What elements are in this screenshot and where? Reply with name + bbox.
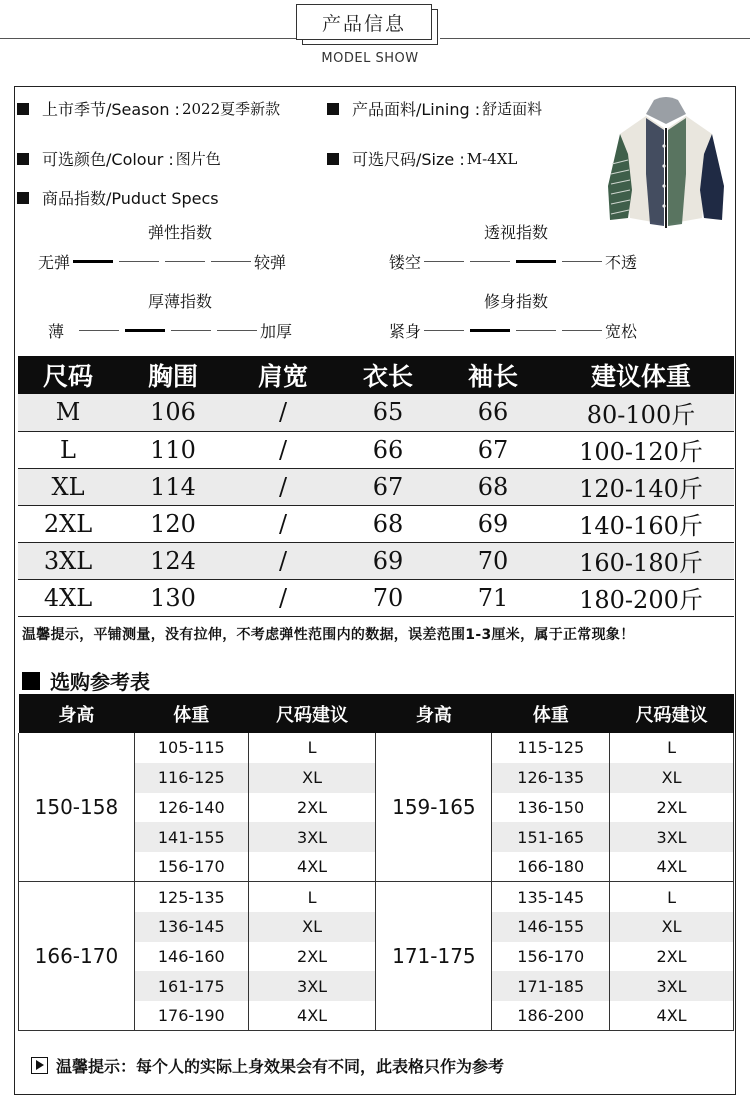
fit-title: 修身指数	[483, 292, 548, 311]
cell-chest: 110	[118, 431, 228, 468]
scale-segment	[211, 261, 251, 262]
bullet-square-icon	[327, 153, 339, 165]
size-cell: 3XL	[248, 971, 376, 1001]
scale-segment	[470, 261, 510, 262]
cell-sleeve: 70	[438, 542, 548, 579]
size-label: 可选尺码/Size :	[352, 150, 465, 169]
sheer-left-label: 镂空	[389, 253, 422, 272]
scale-segment	[79, 330, 119, 331]
cell-size: L	[18, 431, 118, 468]
height-range-cell: 159-165	[376, 733, 492, 882]
fit-scale	[389, 319, 637, 342]
reference-table-header	[19, 694, 734, 733]
table-row	[18, 542, 734, 579]
cell-shoulder: /	[228, 505, 338, 542]
size-cell: 4XL	[248, 1001, 376, 1031]
col-header-size-advice: 尺码建议	[248, 694, 376, 733]
cell-sleeve: 67	[438, 431, 548, 468]
height-range-cell: 171-175	[376, 882, 492, 1031]
bullet-square-icon	[17, 153, 29, 165]
sheer-scale	[389, 250, 637, 273]
col-header-size-advice: 尺码建议	[610, 694, 734, 733]
weight-cell: 161-175	[134, 971, 248, 1001]
scale-segment	[516, 260, 556, 263]
size-cell: 4XL	[248, 852, 376, 882]
cell-sleeve: 66	[438, 394, 548, 431]
scale-segment	[217, 330, 257, 331]
size-cell: 2XL	[610, 942, 734, 972]
cell-length: 65	[338, 394, 438, 431]
weight-cell: 126-135	[492, 763, 610, 793]
cell-chest: 120	[118, 505, 228, 542]
size-cell: 2XL	[248, 793, 376, 823]
weight-cell: 171-185	[492, 971, 610, 1001]
weight-cell: 135-145	[492, 882, 610, 912]
play-icon	[31, 1057, 48, 1074]
weight-cell: 156-170	[134, 852, 248, 882]
table-row	[18, 579, 734, 616]
table-row	[18, 468, 734, 505]
col-header-height: 身高	[19, 694, 135, 733]
scale-segment	[562, 261, 602, 262]
size-cell: L	[610, 882, 734, 912]
bullet-square-icon	[327, 103, 339, 115]
height-range-cell: 166-170	[19, 882, 135, 1031]
weight-cell: 105-115	[134, 733, 248, 763]
cell-weight: 120-140斤	[548, 468, 734, 505]
cell-length: 68	[338, 505, 438, 542]
cell-shoulder: /	[228, 431, 338, 468]
cell-size: M	[18, 394, 118, 431]
size-cell: XL	[248, 912, 376, 942]
colour-value: 图片色	[175, 150, 221, 168]
thickness-right-label: 加厚	[260, 322, 293, 341]
sheer-title: 透视指数	[483, 223, 548, 242]
section-square-icon	[22, 672, 40, 690]
weight-cell: 166-180	[492, 852, 610, 882]
scale-segment	[125, 329, 165, 332]
header-rule-left	[0, 38, 300, 39]
weight-cell: 186-200	[492, 1001, 610, 1031]
size-value: M-4XL	[466, 149, 518, 168]
table-row	[19, 733, 734, 763]
table-row	[18, 394, 734, 431]
scale-segment	[562, 330, 602, 331]
reference-section-title	[22, 666, 150, 695]
reference-table	[18, 694, 734, 1031]
weight-cell: 176-190	[134, 1001, 248, 1031]
info-specs	[17, 186, 219, 209]
weight-cell: 141-155	[134, 822, 248, 852]
cell-shoulder: /	[228, 542, 338, 579]
reference-tip	[31, 1054, 504, 1077]
fit-left-label: 紧身	[389, 322, 422, 341]
cell-length: 66	[338, 431, 438, 468]
size-cell: L	[248, 733, 376, 763]
cell-sleeve: 69	[438, 505, 548, 542]
col-header-chest: 胸围	[118, 356, 228, 394]
weight-cell: 125-135	[134, 882, 248, 912]
cell-chest: 130	[118, 579, 228, 616]
size-cell: 3XL	[610, 971, 734, 1001]
reference-tip-text: 温馨提示：每个人的实际上身效果会有不同，此表格只作为参考	[56, 1057, 505, 1076]
cell-chest: 106	[118, 394, 228, 431]
col-header-sleeve: 袖长	[438, 356, 548, 394]
info-season	[17, 97, 280, 120]
cell-shoulder: /	[228, 394, 338, 431]
table-row	[18, 431, 734, 468]
height-range-cell: 150-158	[19, 733, 135, 882]
weight-cell: 136-150	[492, 793, 610, 823]
cell-size: 4XL	[18, 579, 118, 616]
scale-segment	[516, 330, 556, 331]
size-cell: 3XL	[248, 822, 376, 852]
season-label: 上市季节/Season :	[42, 100, 180, 119]
info-lining	[327, 97, 542, 120]
cell-length: 67	[338, 468, 438, 505]
col-header-weight: 体重	[492, 694, 610, 733]
col-header-weight: 体重	[134, 694, 248, 733]
size-cell: XL	[610, 763, 734, 793]
weight-cell: 126-140	[134, 793, 248, 823]
col-header-shoulder: 肩宽	[228, 356, 338, 394]
cell-chest: 114	[118, 468, 228, 505]
cell-sleeve: 68	[438, 468, 548, 505]
info-colour	[17, 147, 221, 170]
product-jacket-image	[606, 94, 726, 236]
lining-value: 舒适面料	[482, 100, 543, 118]
lining-label: 产品面料/Lining :	[352, 100, 481, 119]
thickness-title: 厚薄指数	[147, 292, 212, 311]
scale-segment	[73, 260, 113, 263]
size-cell: XL	[610, 912, 734, 942]
scale-segment	[165, 261, 205, 262]
size-cell: 2XL	[610, 793, 734, 823]
header-title: 产品信息	[296, 4, 432, 40]
cell-weight: 140-160斤	[548, 505, 734, 542]
cell-sleeve: 71	[438, 579, 548, 616]
table-row	[19, 882, 734, 912]
weight-cell: 151-165	[492, 822, 610, 852]
elastic-right-label: 较弹	[254, 253, 287, 272]
scale-segment	[119, 261, 159, 262]
cell-weight: 160-180斤	[548, 542, 734, 579]
weight-cell: 116-125	[134, 763, 248, 793]
elastic-title: 弹性指数	[147, 223, 212, 242]
cell-shoulder: /	[228, 579, 338, 616]
sheer-right-label: 不透	[605, 253, 638, 272]
weight-cell: 156-170	[492, 942, 610, 972]
specs-label: 商品指数/Puduct Specs	[42, 189, 219, 208]
cell-length: 69	[338, 542, 438, 579]
scale-segment	[424, 261, 464, 262]
scale-segment	[470, 329, 510, 332]
header-rule-right	[440, 38, 750, 39]
size-cell: 4XL	[610, 1001, 734, 1031]
colour-label: 可选颜色/Colour :	[42, 150, 174, 169]
cell-size: XL	[18, 468, 118, 505]
fit-right-label: 宽松	[605, 322, 638, 341]
cell-shoulder: /	[228, 468, 338, 505]
size-table-header	[18, 356, 734, 394]
elastic-scale	[38, 250, 286, 273]
season-value: 2022夏季新款	[181, 100, 281, 118]
size-cell: L	[248, 882, 376, 912]
cell-weight: 100-120斤	[548, 431, 734, 468]
size-cell: L	[610, 733, 734, 763]
size-cell: XL	[248, 763, 376, 793]
thickness-left-label: 薄	[48, 322, 65, 341]
table-row	[18, 505, 734, 542]
scale-segment	[171, 330, 211, 331]
size-table	[18, 356, 734, 617]
col-header-weight: 建议体重	[548, 356, 734, 394]
cell-length: 70	[338, 579, 438, 616]
cell-weight: 180-200斤	[548, 579, 734, 616]
weight-cell: 146-155	[492, 912, 610, 942]
weight-cell: 115-125	[492, 733, 610, 763]
col-header-height: 身高	[376, 694, 492, 733]
bullet-square-icon	[17, 192, 29, 204]
weight-cell: 136-145	[134, 912, 248, 942]
col-header-length: 衣长	[338, 356, 438, 394]
bullet-square-icon	[17, 103, 29, 115]
size-cell: 2XL	[248, 942, 376, 972]
cell-chest: 124	[118, 542, 228, 579]
weight-cell: 146-160	[134, 942, 248, 972]
size-cell: 4XL	[610, 852, 734, 882]
scale-segment	[424, 330, 464, 331]
elastic-left-label: 无弹	[38, 253, 71, 272]
col-header-size: 尺码	[18, 356, 118, 394]
info-size	[327, 147, 517, 170]
thickness-scale	[48, 319, 292, 342]
cell-weight: 80-100斤	[548, 394, 734, 431]
measurement-tip: 温馨提示，平铺测量，没有拉伸，不考虑弹性范围内的数据，误差范围1-3厘米，属于正常现象！	[22, 627, 635, 643]
reference-title-text: 选购参考表	[50, 670, 150, 694]
cell-size: 3XL	[18, 542, 118, 579]
cell-size: 2XL	[18, 505, 118, 542]
size-cell: 3XL	[610, 822, 734, 852]
header-subtitle: MODEL SHOW	[321, 51, 419, 66]
